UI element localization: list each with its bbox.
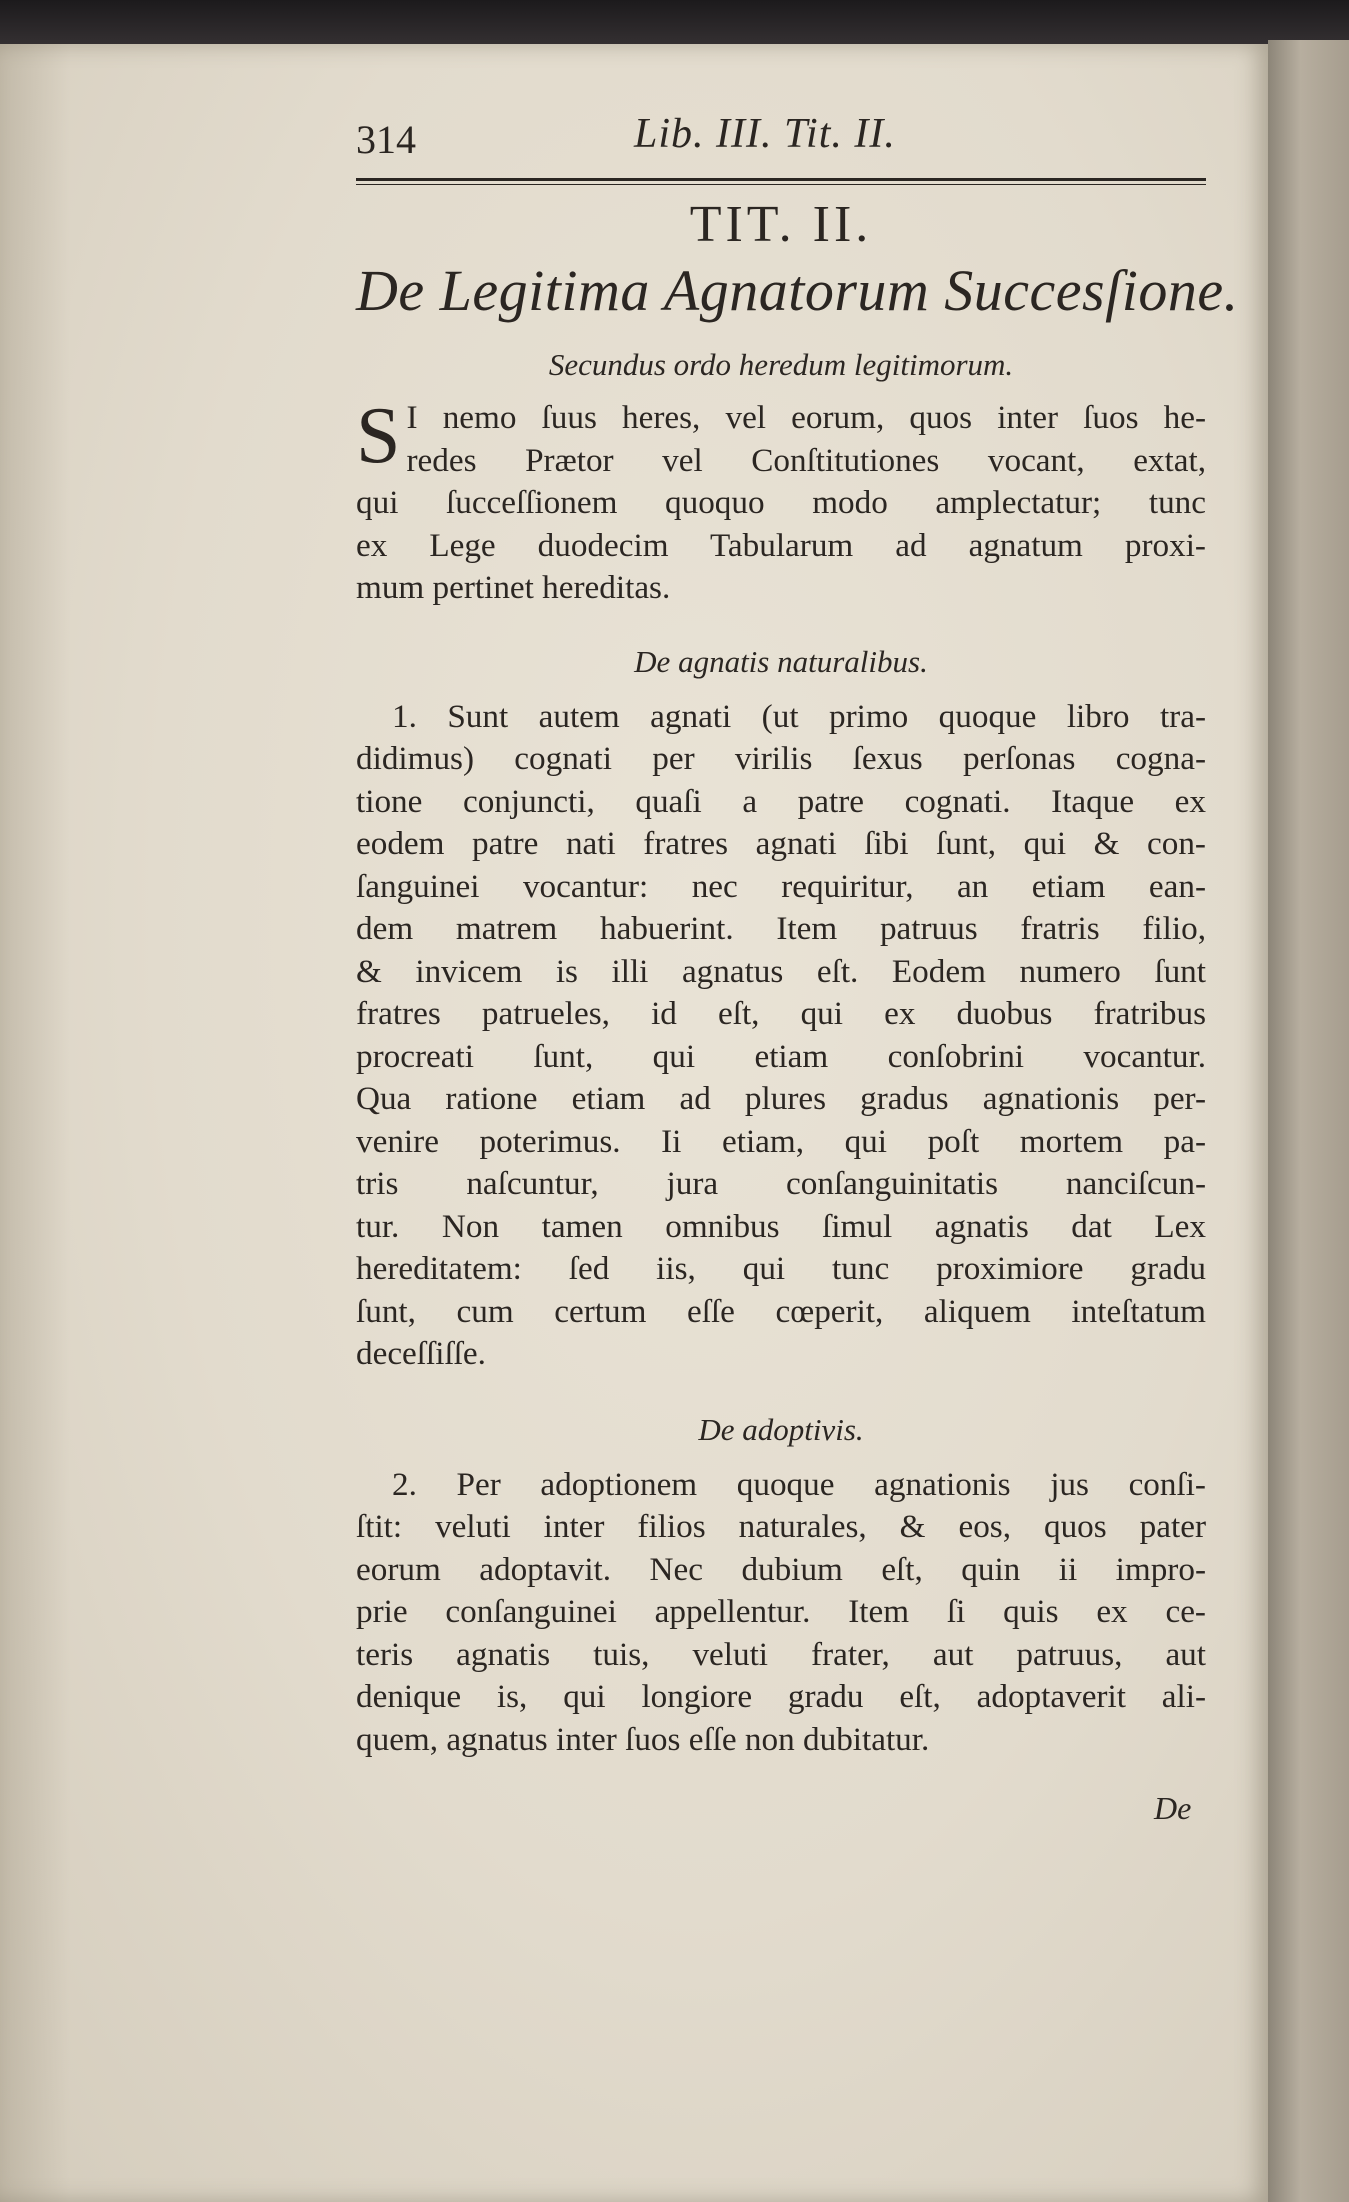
text-line: eorum adoptavit. Nec dubium eſt, quin ii impro- (356, 1550, 1206, 1588)
tit-label: TIT. II. (689, 196, 873, 253)
paragraph-adoptivi (356, 1464, 1206, 1762)
page-content (356, 110, 1239, 1826)
running-title: Lib. III. Tit. II. (634, 111, 896, 157)
header-rule (356, 178, 1206, 185)
text-line: quem, agnatus inter ſuos eſſe non dubitatur. (356, 1720, 930, 1758)
paragraph-intro (356, 392, 1206, 610)
text-line: dem matrem habuerint. Item patruus fratris filio, (356, 910, 1206, 947)
text-line: tione conjuncti, quaſi a patre cognati. Itaque ex (356, 782, 1206, 820)
drop-cap: S (356, 392, 401, 480)
text-line: prie conſanguinei appellentur. Item ſi quis ex ce- (356, 1593, 1206, 1630)
text-line: 1. Sunt autem agnati (ut primo quoque libro tra- (392, 697, 1206, 735)
section-heading: Secundus ordo heredum legitimorum. (548, 347, 1014, 382)
text-line: ſtit: veluti inter filios naturales, & eos, quos pater (356, 1508, 1206, 1545)
text-line: ex Lege duodecim Tabularum ad agnatum proxi- (356, 526, 1206, 564)
text-line: & invicem is illi agnatus eſt. Eodem numero ſunt (356, 952, 1206, 990)
text-line: I nemo ſuus heres, vel eorum, quos inter ſuos he- (406, 399, 1206, 436)
page-number: 314 (356, 117, 416, 162)
text-line: tur. Non tamen omnibus ſimul agnatis dat Lex (356, 1207, 1206, 1245)
text-line: eodem patre nati fratres agnati ſibi ſunt, qui & con- (356, 825, 1206, 862)
book-binding-edge (1268, 40, 1349, 2202)
running-head (356, 110, 1206, 174)
paragraph-agnati (356, 696, 1206, 1376)
section-heading: De adoptivis. (698, 1411, 864, 1447)
text-line: Qua ratione etiam ad plures gradus agnationis per- (356, 1080, 1206, 1117)
text-line: didimus) cognati per virilis ſexus perſonas cogna- (356, 740, 1206, 777)
chapter-title: De Legitima Agnatorum Succesſione. (356, 258, 1239, 323)
text-line: fratres patrueles, id eſt, qui ex duobus fratribus (356, 995, 1206, 1032)
text-line: denique is, qui longiore gradu eſt, adoptaverit ali- (356, 1678, 1206, 1715)
text-line: tris naſcuntur, jura conſanguinitatis nanciſcun- (356, 1165, 1206, 1202)
text-line: mum pertinet hereditas. (356, 569, 671, 606)
text-line: redes Prætor vel Conſtitutiones vocant, extat, (406, 441, 1206, 479)
section-heading: De agnatis naturalibus. (634, 643, 928, 679)
catchword: De (1154, 1790, 1192, 1826)
text-line: 2. Per adoptionem quoque agnationis jus conſi- (392, 1465, 1206, 1503)
text-line: ſunt, cum certum eſſe cœperit, aliquem inteſtatum (356, 1292, 1206, 1330)
text-line: deceſſiſſe. (356, 1335, 486, 1372)
text-line: teris agnatis tuis, veluti frater, aut patruus, aut (356, 1635, 1206, 1673)
text-line: venire poterimus. Ii etiam, qui poſt mortem pa- (356, 1122, 1206, 1160)
page-shadow (0, 44, 70, 2202)
text-line: qui ſucceſſionem quoquo modo amplectatur; tunc (356, 484, 1206, 521)
text-line: procreati ſunt, qui etiam conſobrini vocantur. (356, 1037, 1206, 1075)
text-line: ſanguinei vocantur: nec requiritur, an etiam ean- (356, 867, 1206, 905)
text-line: hereditatem: ſed iis, qui tunc proximiore gradu (356, 1250, 1206, 1287)
